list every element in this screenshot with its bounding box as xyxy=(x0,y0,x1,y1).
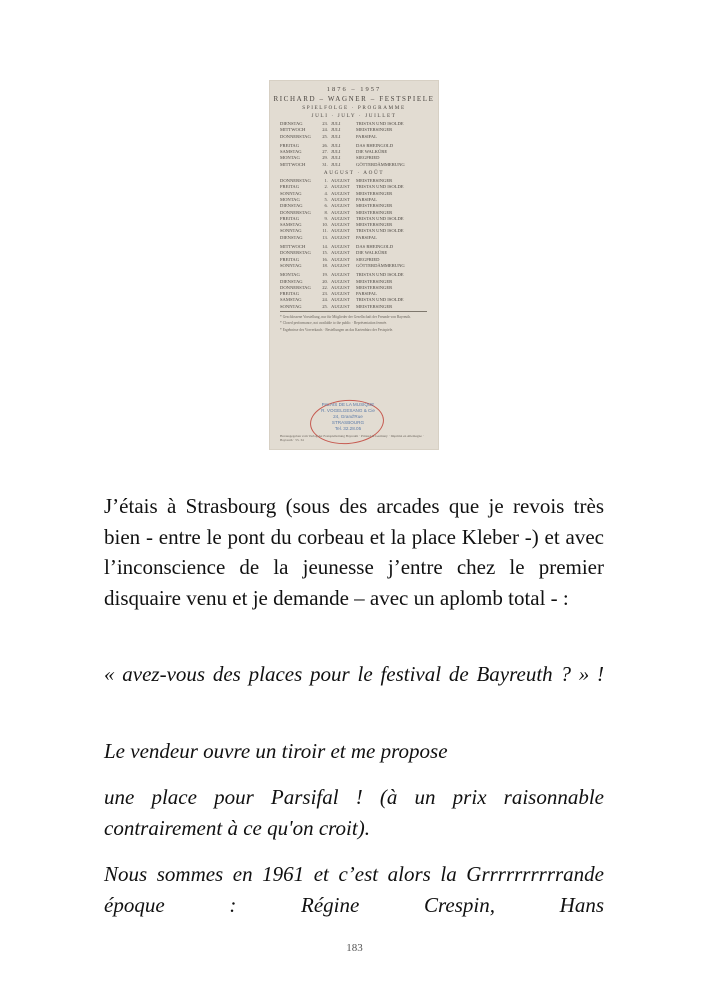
schedule-month: JULI xyxy=(331,127,341,133)
schedule-date: 25. xyxy=(322,303,328,309)
schedule-month: JULI xyxy=(331,161,341,167)
schedule-month: JULI xyxy=(331,121,341,126)
schedule-opera: MEISTERSINGER xyxy=(356,203,393,209)
schedule-date: 20. xyxy=(322,278,328,284)
schedule-day: DIENSTAG xyxy=(280,278,303,284)
leaflet-years: 1876 – 1957 xyxy=(326,86,382,93)
stamp-line: PALAIS DE LA MUSIQUE xyxy=(321,402,375,407)
leaflet-subtitle: SPIELFOLGE · PROGRAMME xyxy=(302,105,406,111)
schedule-opera: GÖTTERDÄMMERUNG xyxy=(356,161,405,167)
schedule-opera: GÖTTERDÄMMERUNG xyxy=(356,262,405,268)
schedule-opera: DIE WALKÜRE xyxy=(356,149,388,155)
schedule-day: SONNTAG xyxy=(280,228,302,234)
schedule-day: DONNERSTAG xyxy=(280,284,311,290)
schedule-day: MONTAG xyxy=(280,196,300,202)
schedule-day: DIENSTAG xyxy=(280,203,303,209)
schedule-month: AUGUST xyxy=(331,228,350,234)
schedule-month: AUGUST xyxy=(331,196,350,202)
schedule-month: AUGUST xyxy=(331,215,350,221)
schedule-date: 31. xyxy=(322,161,328,167)
schedule-month: AUGUST xyxy=(331,284,350,290)
paragraph-question: « avez-vous des places pour le festival de Bayreuth ? » ! xyxy=(104,662,604,686)
paragraph-vendeur: Le vendeur ouvre un tiroir et me propose xyxy=(104,739,448,763)
schedule-day: DONNERSTAG xyxy=(280,178,311,184)
schedule-opera: MEISTERSINGER xyxy=(356,127,393,133)
schedule-opera: MEISTERSINGER xyxy=(356,209,393,215)
schedule-day: DONNERSTAG xyxy=(280,209,311,215)
schedule-day: FREITAG xyxy=(280,215,300,221)
stamp-line: STRASBOURG xyxy=(331,420,365,425)
leaflet-note: * Ergebnisse des Vorverkaufs · Bestellungen an das Kartenbüro der Festspiele. xyxy=(280,327,394,332)
schedule-date: 2. xyxy=(324,184,328,190)
schedule-date: 8. xyxy=(324,209,328,215)
ticket-agency-stamp xyxy=(280,402,426,436)
schedule-month: AUGUST xyxy=(331,278,350,284)
schedule-day: FREITAG xyxy=(280,142,300,148)
schedule-date: 4. xyxy=(324,190,328,196)
schedule-date: 11. xyxy=(322,228,328,234)
schedule-month: AUGUST xyxy=(331,250,350,256)
schedule-opera: PARSIFAL xyxy=(356,291,377,297)
schedule-opera: MEISTERSINGER xyxy=(356,190,393,196)
schedule-date: 19. xyxy=(322,272,328,278)
schedule-opera: DAS RHEINGOLD xyxy=(356,142,394,148)
stamp-line: R. VOGELGESANG & Cie xyxy=(321,408,375,413)
schedule-row xyxy=(280,162,439,168)
schedule-month: AUGUST xyxy=(331,184,350,190)
stamp-line: Tel. 32.28.05 xyxy=(334,426,362,431)
schedule-date: 23. xyxy=(322,121,328,126)
schedule-month: AUGUST xyxy=(331,256,350,262)
schedule-opera: PARSIFAL xyxy=(356,234,377,240)
schedule-day: DONNERSTAG xyxy=(280,250,311,256)
leaflet-month-august: AUGUST · AOÛT xyxy=(323,170,385,177)
schedule-date: 1. xyxy=(324,178,328,184)
schedule-opera: TRISTAN UND ISOLDE xyxy=(356,297,404,303)
schedule-month: AUGUST xyxy=(331,190,350,196)
schedule-day: FREITAG xyxy=(280,291,300,297)
leaflet-notes xyxy=(280,315,428,332)
schedule-row xyxy=(280,235,439,241)
schedule-opera: MEISTERSINGER xyxy=(356,278,393,284)
schedule-day: SONNTAG xyxy=(280,262,302,268)
schedule-opera: TRISTAN UND ISOLDE xyxy=(356,215,404,221)
schedule-day: SONNTAG xyxy=(280,190,302,196)
schedule-opera: DAS RHEINGOLD xyxy=(356,244,394,250)
leaflet-title: RICHARD – WAGNER – FESTSPIELE xyxy=(273,95,435,103)
schedule-day: SONNTAG xyxy=(280,303,302,309)
schedule-row xyxy=(280,304,439,310)
schedule-day: DIENSTAG xyxy=(280,121,303,126)
schedule-date: 5. xyxy=(324,196,328,202)
schedule-day: MITTWOCH xyxy=(280,161,306,167)
schedule-opera: PARSIFAL xyxy=(356,196,377,202)
schedule-opera: MEISTERSINGER xyxy=(356,222,393,228)
schedule-row xyxy=(280,134,439,140)
schedule-month: AUGUST xyxy=(331,203,350,209)
page-number: 183 xyxy=(346,942,363,954)
schedule-day: FREITAG xyxy=(280,256,300,262)
schedule-date: 6. xyxy=(324,203,328,209)
schedule-month: AUGUST xyxy=(331,272,350,278)
leaflet-note: * Closed performance, not available to the public · Représentation fermée. xyxy=(280,321,388,326)
schedule-row xyxy=(280,263,439,269)
schedule-opera: MEISTERSINGER xyxy=(356,284,393,290)
schedule-day: FREITAG xyxy=(280,184,300,190)
schedule-date: 10. xyxy=(322,222,328,228)
schedule-month: AUGUST xyxy=(331,303,350,309)
schedule-opera: PARSIFAL xyxy=(356,133,377,139)
schedule-date: 26. xyxy=(322,142,328,148)
schedule-date: 24. xyxy=(322,127,328,133)
schedule-day: MITTWOCH xyxy=(280,127,306,133)
schedule-day: SAMSTAG xyxy=(280,222,302,228)
schedule-month: AUGUST xyxy=(331,209,350,215)
schedule-day: SAMSTAG xyxy=(280,149,302,155)
schedule-date: 18. xyxy=(322,262,328,268)
schedule-month: AUGUST xyxy=(331,244,350,250)
schedule-opera: TRISTAN UND ISOLDE xyxy=(356,184,404,190)
schedule-opera: TRISTAN UND ISOLDE xyxy=(356,228,404,234)
schedule-date: 27. xyxy=(322,149,328,155)
schedule-month: AUGUST xyxy=(331,297,350,303)
schedule-month: JULI xyxy=(331,142,341,148)
schedule-month: JULI xyxy=(331,133,341,139)
stamp-text xyxy=(318,402,378,432)
schedule-date: 29. xyxy=(322,155,328,161)
schedule-day: DIENSTAG xyxy=(280,234,303,240)
schedule-date: 9. xyxy=(324,215,328,221)
leaflet-footer: Herausgegeben vom Verlag der Festspielleitung Bayreuth · Printed in Germany · Imprimé en Allemagne · Bayreuth · 55. 34 xyxy=(280,434,424,443)
schedule-opera: TRISTAN UND ISOLDE xyxy=(356,121,404,126)
schedule-date: 15. xyxy=(322,250,328,256)
schedule-date: 22. xyxy=(322,284,328,290)
schedule-day: MITTWOCH xyxy=(280,244,306,250)
schedule-opera: SIEGFRIED xyxy=(356,256,380,262)
schedule-month: AUGUST xyxy=(331,178,350,184)
schedule-month: AUGUST xyxy=(331,234,350,240)
schedule-month: AUGUST xyxy=(331,222,350,228)
schedule-date: 13. xyxy=(322,234,328,240)
schedule-month: AUGUST xyxy=(331,291,350,297)
schedule-date: 14. xyxy=(322,244,328,250)
schedule-day: MONTAG xyxy=(280,155,300,161)
schedule-month: JULI xyxy=(331,149,341,155)
schedule-month: AUGUST xyxy=(331,262,350,268)
schedule-day: SAMSTAG xyxy=(280,297,302,303)
paragraph-1961: Nous sommes en 1961 et c’est alors la Grrrrrrrrrrande époque : Régine Crespin, Hans xyxy=(104,862,604,917)
schedule-day: DONNERSTAG xyxy=(280,133,311,139)
leaflet-month-july: JULI · JULY · JUILLET xyxy=(311,113,397,119)
schedule-opera: TRISTAN UND ISOLDE xyxy=(356,272,404,278)
stamp-line: 24, Grand'Rue xyxy=(333,414,363,419)
schedule-date: 24. xyxy=(322,297,328,303)
paragraph-strasbourg: J’étais à Strasbourg (sous des arcades que je revois très bien - entre le pont du corbeau et la place Kleber -) et avec l’inconscience de la jeunesse j’entre chez le premier disquaire venu et je demande – avec un aplomb total - : xyxy=(104,494,604,610)
schedule-opera: MEISTERSINGER xyxy=(356,303,393,309)
schedule-opera: DIE WALKÜRE xyxy=(356,250,388,256)
paragraph-parsifal: une place pour Parsifal ! (à un prix raisonnable contrairement à ce qu'on croit). xyxy=(104,785,604,840)
schedule-opera: SIEGFRIED xyxy=(356,155,380,161)
schedule-date: 25. xyxy=(322,133,328,139)
schedule-day: MONTAG xyxy=(280,272,300,278)
leaflet-divider xyxy=(280,311,427,312)
schedule-date: 23. xyxy=(322,291,328,297)
schedule-month: JULI xyxy=(331,155,341,161)
leaflet-note: * Geschlossene Vorstellung, nur für Mitglieder der Gesellschaft der Freunde von Bayreuth. xyxy=(280,315,411,320)
schedule-opera: MEISTERSINGER xyxy=(356,178,393,184)
august-schedule xyxy=(280,178,439,310)
scanned-programme-leaflet xyxy=(269,80,439,450)
leaflet-header xyxy=(269,86,439,111)
july-schedule xyxy=(280,121,439,168)
schedule-date: 16. xyxy=(322,256,328,262)
